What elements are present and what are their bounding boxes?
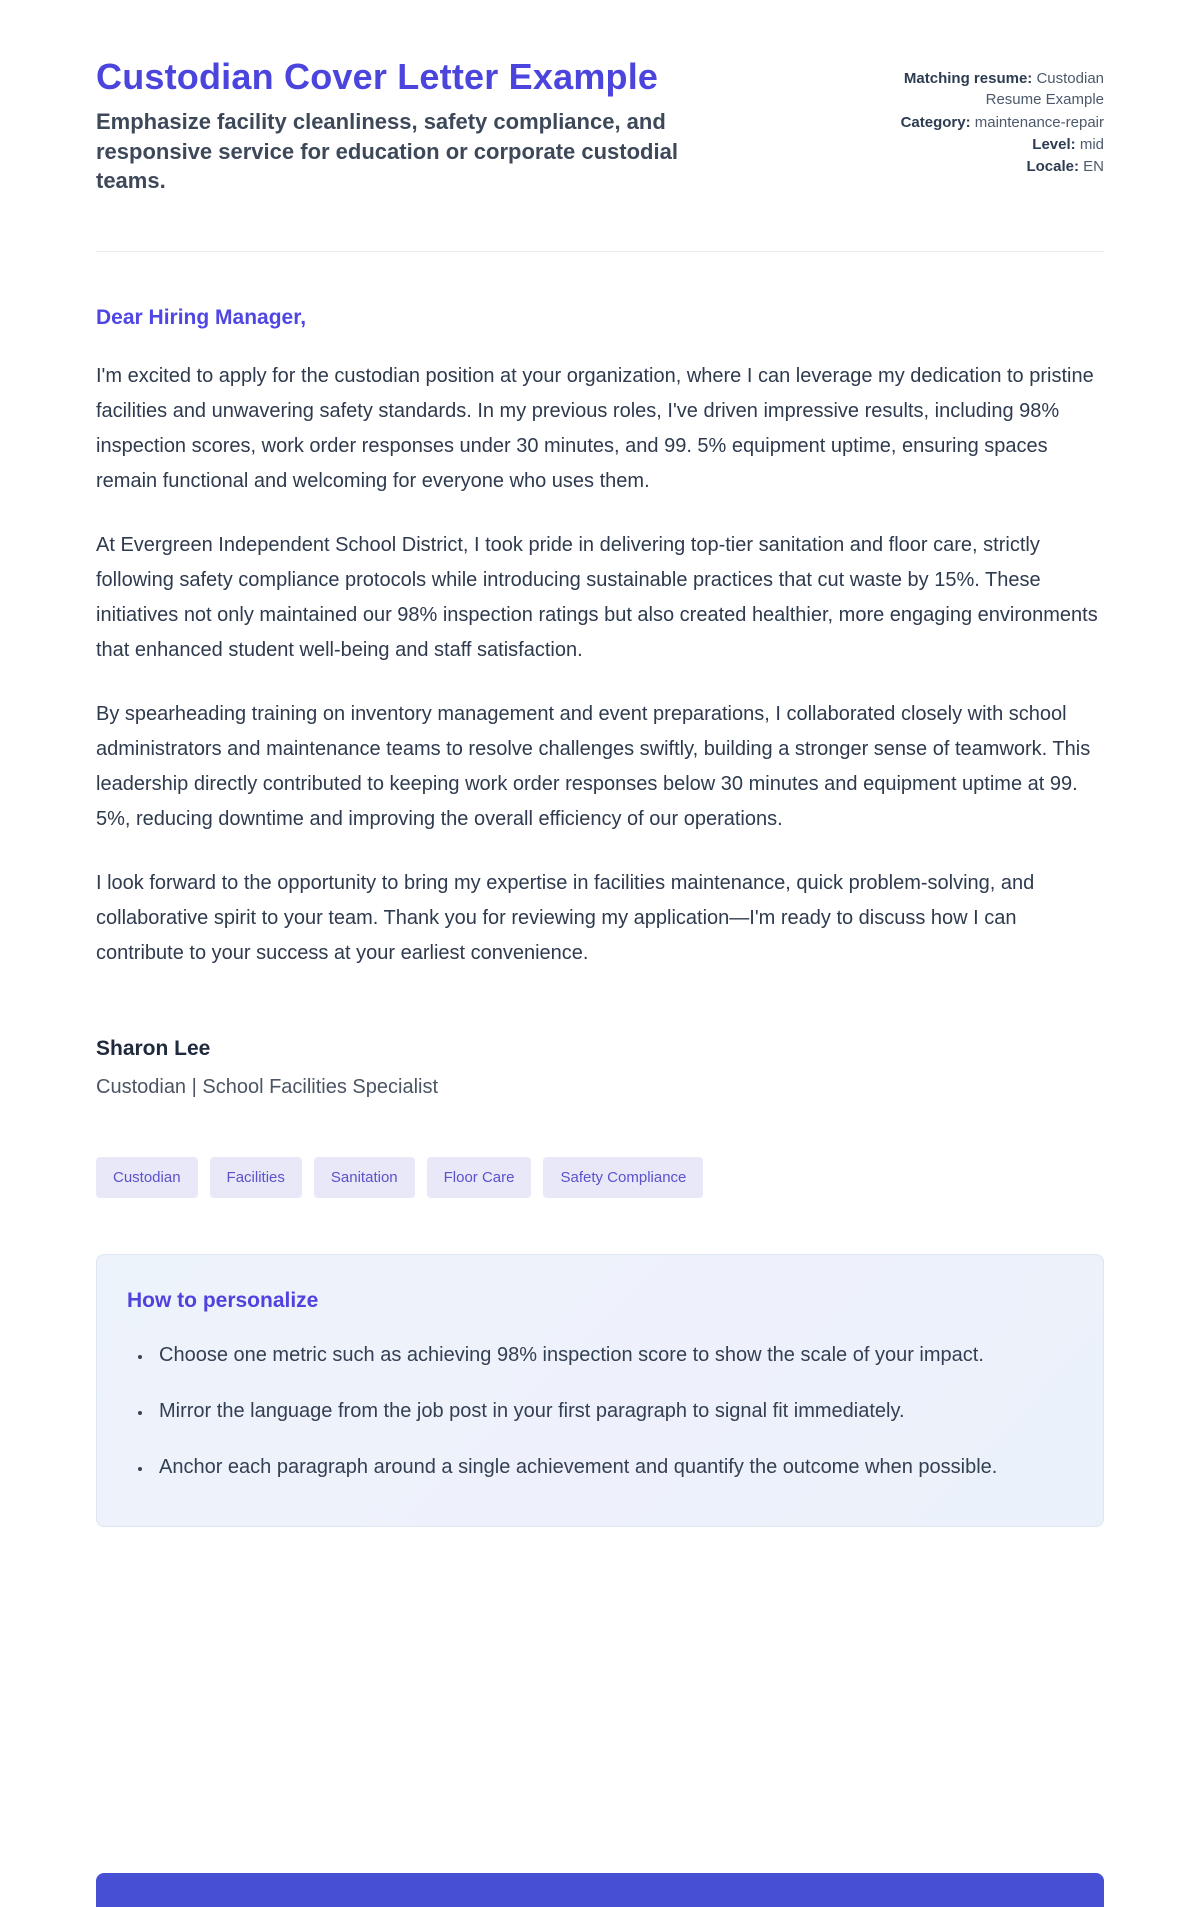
personalize-tip-1-text: Choose one metric such as achieving 98% inspection score to show the scale of your impact. xyxy=(159,1343,984,1366)
meta-category xyxy=(892,112,1104,133)
tag-custodian[interactable]: Custodian xyxy=(96,1157,198,1198)
tag-facilities[interactable]: Facilities xyxy=(210,1157,302,1198)
next-section-banner-edge xyxy=(96,1873,1104,1907)
page-container xyxy=(96,0,1104,1833)
signature-name: Sharon Lee xyxy=(96,1036,211,1060)
personalize-tip-3 xyxy=(153,1451,1067,1484)
meta-category-label: Category: xyxy=(900,113,971,131)
personalize-tip-1 xyxy=(153,1339,1067,1372)
tags-row xyxy=(96,1157,1104,1198)
letter-greeting: Dear Hiring Manager, xyxy=(96,305,307,329)
how-to-personalize-callout xyxy=(96,1254,1104,1527)
personalize-tip-2 xyxy=(153,1395,1067,1428)
letter-paragraph-1: I'm excited to apply for the custodian position at your organization, where I can leverage my dedication to pristine facilities and unwavering safety standards. In my previous roles, I've driven impressive results, including 98% inspection scores, work order responses under 30 minutes, and 99. 5% equipment uptime, ensuring spaces remain functional and welcoming for everyone who uses them. xyxy=(96,364,1094,492)
page-header xyxy=(96,0,1104,195)
header-title-block xyxy=(96,56,701,195)
meta-matching-resume-label: Matching resume: xyxy=(903,70,1033,87)
tag-floor-care[interactable]: Floor Care xyxy=(427,1157,532,1198)
personalize-tip-2-text: Mirror the language from the job post in your first paragraph to signal fit immediately. xyxy=(159,1399,905,1422)
meta-locale-label: Locale: xyxy=(1026,158,1079,176)
personalize-tips-list xyxy=(127,1339,1067,1484)
letter-paragraph-4: I look forward to the opportunity to bring my expertise in facilities maintenance, quick problem-solving, and collaborative spirit to your team. Thank you for reviewing my application—I'm ready to discuss how I can contribute to your success at your earliest convenience. xyxy=(96,871,1035,964)
letter-paragraph-3: By spearheading training on inventory management and event preparations, I collaborated closely with school administrators and maintenance teams to resolve challenges swiftly, building a stronger sense of teamwork. This leadership directly contributed to keeping work order responses below 30 minutes and equipment uptime at 99. 5%, reducing downtime and improving the overall efficiency of our operations. xyxy=(96,702,1091,830)
tag-safety-compliance[interactable]: Safety Compliance xyxy=(543,1157,703,1198)
meta-level-value: mid xyxy=(1079,135,1104,153)
cover-letter-body xyxy=(96,252,1104,1099)
personalize-title: How to personalize xyxy=(127,1288,319,1312)
page-subtitle: Emphasize facility cleanliness, safety compliance, and responsive service for education or corporate custodial teams. xyxy=(96,109,678,193)
letter-paragraph-2: At Evergreen Independent School District, I took pride in delivering top-tier sanitation and floor care, strictly following safety compliance protocols while introducing sustainable practices that cut waste by 15%. These initiatives not only maintained our 98% inspection ratings but also created healthier, more engaging environments that enhanced student well-being and staff satisfaction. xyxy=(96,533,1098,661)
meta-locale xyxy=(892,156,1104,177)
meta-category-value: maintenance-repair xyxy=(974,113,1104,131)
resume-meta-block xyxy=(892,68,1104,178)
tag-sanitation[interactable]: Sanitation xyxy=(314,1157,415,1198)
meta-matching-resume-value: Custodian Resume Example xyxy=(985,70,1104,109)
meta-level xyxy=(892,134,1104,155)
personalize-tip-3-text: Anchor each paragraph around a single achievement and quantify the outcome when possible. xyxy=(159,1455,998,1478)
meta-level-label: Level: xyxy=(1032,135,1076,153)
meta-locale-value: EN xyxy=(1083,158,1104,176)
meta-matching-resume xyxy=(892,68,1104,111)
page-title: Custodian Cover Letter Example xyxy=(96,56,659,97)
signature-role: Custodian | School Facilities Specialist xyxy=(96,1075,439,1098)
